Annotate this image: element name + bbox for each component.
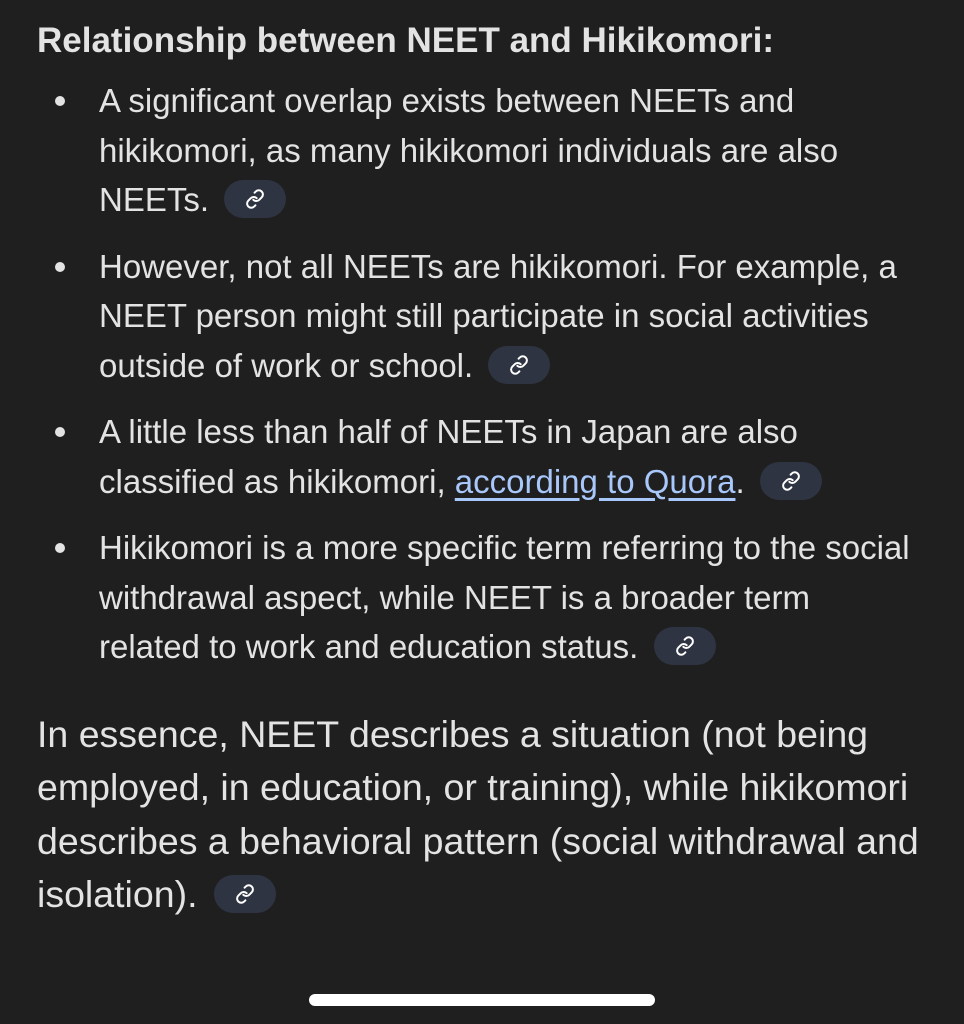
list-item — [37, 523, 919, 672]
source-link-chip[interactable] — [654, 627, 716, 665]
bullet-text: However, not all NEETs are hikikomori. For example, a NEET person might still participate in social activities outside of work or school. — [99, 247, 897, 384]
bullet-list — [37, 76, 937, 672]
bullet-point — [55, 543, 65, 553]
list-item — [37, 242, 919, 391]
summary-text: In essence, NEET describes a situation (not being employed, in education, or training), while hikikomori describes a behavioral pattern (social withdrawal and isolation). — [37, 712, 919, 915]
bullet-point — [55, 96, 65, 106]
link-icon — [245, 189, 265, 209]
link-icon — [781, 471, 801, 491]
bullet-point — [55, 262, 65, 272]
link-icon — [509, 355, 529, 375]
source-link-chip[interactable] — [224, 180, 286, 218]
section-heading: Relationship between NEET and Hikikomori: — [37, 21, 775, 60]
bullet-text: A little less than half of NEETs in Japan are also classified as hikikomori, — [99, 413, 798, 500]
list-item — [37, 76, 919, 225]
bullet-text-end: . — [735, 462, 745, 500]
bullet-text: A significant overlap exists between NEETs and hikikomori, as many hikikomori individuals are also NEETs. — [99, 82, 839, 218]
bullet-point — [55, 427, 65, 437]
quora-source-link[interactable]: according to Quora — [454, 462, 736, 500]
link-icon — [235, 884, 255, 904]
list-item — [37, 407, 919, 506]
summary-paragraph — [37, 708, 937, 922]
source-link-chip[interactable] — [214, 875, 276, 913]
link-icon — [675, 636, 695, 656]
bullet-text: Hikikomori is a more specific term referring to the social withdrawal aspect, while NEET is a broader term related to work and education status. — [99, 529, 910, 665]
source-link-chip[interactable] — [488, 346, 550, 384]
home-indicator[interactable] — [309, 994, 655, 1006]
answer-content — [37, 14, 937, 922]
source-link-chip[interactable] — [760, 462, 822, 500]
